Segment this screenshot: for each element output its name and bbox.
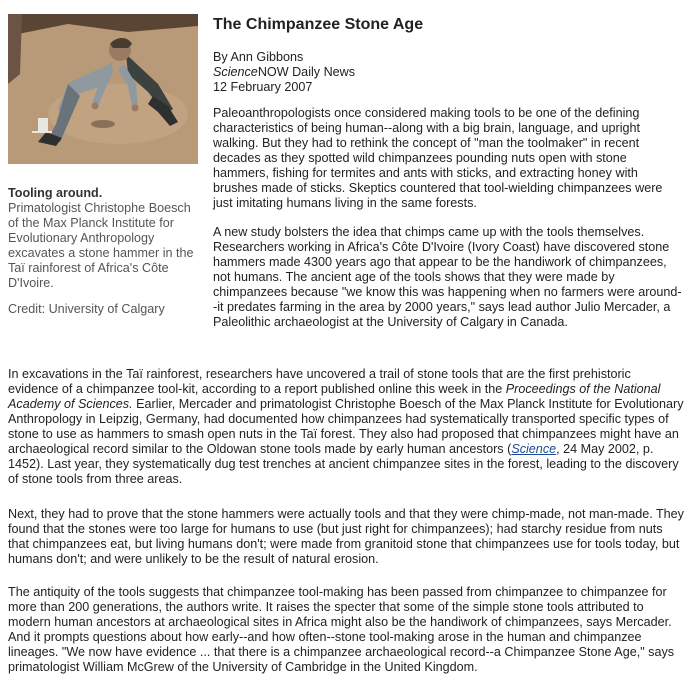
publish-date: 12 February 2007 <box>213 80 313 94</box>
article-title: The Chimpanzee Stone Age <box>213 16 424 33</box>
paragraph-3-part-b: Earlier, Mercader and primatologist Christophe Boesch of the Max Planck Institute for Evolutionary Anthropology in Leipzig, Germany, had documented how chimpanzees had systematically transported specific types of stone to use as hammers to smash open nuts in the Taï forest. They also had proposed that chimpanzees might have an archaeological record similar to the Oldowan stone tools made by early human ancestors ( <box>8 397 684 456</box>
caption-text: Primatologist Christophe Boesch of the Max Planck Institute for Evolutionary Anthropology excavates a stone hammer in the Taï rainforest of Africa's Côte D'Ivoire. <box>8 201 194 290</box>
photo-caption <box>8 186 200 317</box>
publication <box>213 65 683 80</box>
paragraph-3 <box>8 367 684 487</box>
author: By Ann Gibbons <box>213 50 304 64</box>
paragraph-3-part-c: , 24 May 2002, p. 1452). Last year, they systematically dug test trenches at ancient chimpanzee sites in the forest, leading to the discovery of stone tools from three areas. <box>8 442 679 486</box>
science-citation-link[interactable]: Science <box>511 442 557 456</box>
paragraph-2: A new study bolsters the idea that chimps came up with the tools themselves. Researchers working in Africa's Côte D'Ivoire (Ivory Coast) have discovered stone hammers made 4300 years ago that appear to be the handiwork of chimpanzees, not humans. The ancient age of the tools shows that they were made by chimpanzees because "we know this was happening when no farmers were around--it predates farming in the area by 2000 years," says lead author Julio Mercader, a Paleolithic archaeologist at the University of Calgary in Canada. <box>213 225 682 329</box>
journal-name: Proceedings of the National Academy of Sciences. <box>8 382 661 411</box>
article-header-column <box>213 14 683 330</box>
caption-title: Tooling around. <box>8 186 103 200</box>
photo-credit: Credit: University of Calgary <box>8 302 165 316</box>
paragraph-1: Paleoanthropologists once considered making tools to be one of the defining characteristics of being human--along with a big brain, language, and upright walking. But they had to rethink the concept of "man the toolmaker" in recent decades as they spotted wild chimpanzees pounding nuts open with stone hammers, fishing for termites and ants with sticks, and extracting honey with brushes made of sticks. Skeptics countered that tool-wielding chimpanzees were just imitating humans living in the same forests. <box>213 106 663 210</box>
paragraph-5: The antiquity of the tools suggests that chimpanzee tool-making has been passed from chimpanzee to chimpanzee for more than 200 generations, the authors write. It raises the specter that some of the simple stone tools attributed to modern human ancestors at archaeological sites in Africa might also be the handiwork of chimpanzees, says Mercader. And it prompts questions about how early--and how often--stone tool-making arose in the human and chimpanzee lineages. "We now have evidence ... that there is a chimpanzee archaeological record--a Chimpanzee Stone Age," says primatologist William McGrew of the University of Cambridge in the United Kingdom. <box>8 585 675 674</box>
excavation-photo <box>8 14 198 164</box>
byline <box>213 50 683 95</box>
excavation-photo-illustration <box>8 14 198 164</box>
paragraph-3-part-a: In excavations in the Taï rainforest, researchers have uncovered a trail of stone tools that are the first prehistoric evidence of a chimpanzee tool-kit, according to a report published online this week in the <box>8 367 631 396</box>
publication-italic: Science <box>213 65 258 79</box>
paragraph-4: Next, they had to prove that the stone hammers were actually tools and that they were chimp-made, not man-made. They found that the stones were too large for humans to use (but just right for chimpanzees); had starchy residue from nuts that chimpanzees eat, but living humans don't; were made from granitoid stone that chimpanzees use for tools today, but humans don't; and were unlikely to be the result of natural erosion. <box>8 507 684 566</box>
publication-rest: NOW Daily News <box>257 65 356 79</box>
